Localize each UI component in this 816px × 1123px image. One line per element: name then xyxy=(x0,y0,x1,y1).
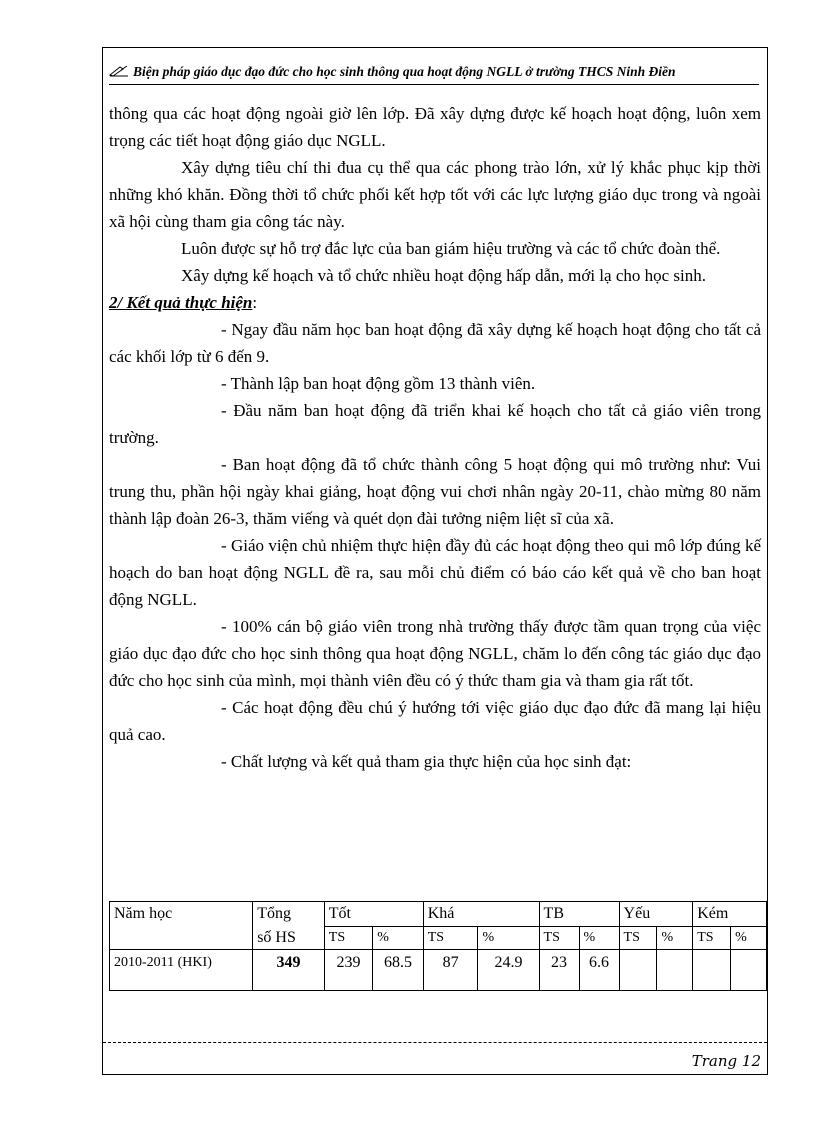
cell-kem-pct xyxy=(731,950,767,991)
section-heading-text: 2/ Kết quả thực hiện xyxy=(109,293,253,312)
cell-year: 2010-2011 (HKI) xyxy=(110,950,253,991)
sub-pct: % xyxy=(731,927,767,950)
bullet-7: - Các hoạt động đều chú ý hướng tới việc giáo dục đạo đức đã mang lại hiệu quả cao. xyxy=(109,698,761,744)
header-year: Năm học xyxy=(110,902,253,950)
footer-divider xyxy=(103,1042,767,1043)
cell-kem-ts xyxy=(693,950,731,991)
section-heading xyxy=(109,289,761,316)
header-total-line2: số HS xyxy=(253,927,325,950)
bullet-2: - Thành lập ban hoạt động gồm 13 thành viên. xyxy=(221,374,536,393)
cell-total: 349 xyxy=(253,950,325,991)
cell-kha-pct: 24.9 xyxy=(478,950,539,991)
bullet-8: - Chất lượng và kết quả tham gia thực hiện của học sinh đạt: xyxy=(221,752,632,771)
sub-ts: TS xyxy=(539,927,579,950)
results-table xyxy=(109,901,767,991)
paragraph-1: thông qua các hoạt động ngoài giờ lên lớp. Đã xây dựng được kế hoạch hoạt động, luôn xem trọng các tiết hoạt động giáo dục NGLL. xyxy=(109,104,761,150)
header-tb: TB xyxy=(539,902,619,927)
document-body xyxy=(109,100,761,775)
paragraph-3: Luôn được sự hỗ trợ đắc lực của ban giám hiệu trường và các tổ chức đoàn thể. xyxy=(181,239,721,258)
header-yeu: Yếu xyxy=(619,902,693,927)
bullet-3: - Đầu năm ban hoạt động đã triển khai kế hoạch cho tất cả giáo viên trong trường. xyxy=(109,401,761,447)
page-number: Trang 12 xyxy=(691,1052,761,1070)
page-frame xyxy=(102,47,768,1075)
sub-pct: % xyxy=(579,927,619,950)
sub-pct: % xyxy=(373,927,424,950)
header-title: Biện pháp giáo dục đạo đức cho học sinh thông qua hoạt động NGLL ở trường THCS Ninh Điền xyxy=(133,64,676,79)
cell-tb-ts: 23 xyxy=(539,950,579,991)
sub-pct: % xyxy=(478,927,539,950)
cell-tot-ts: 239 xyxy=(324,950,372,991)
bullet-1: - Ngay đầu năm học ban hoạt động đã xây dựng kế hoạch hoạt động cho tất cả các khối lớp từ 6 đến 9. xyxy=(109,320,761,366)
header-kem: Kém xyxy=(693,902,767,927)
header-kha: Khá xyxy=(423,902,539,927)
cell-tb-pct: 6.6 xyxy=(579,950,619,991)
section-heading-colon: : xyxy=(252,293,258,312)
pen-icon xyxy=(109,65,129,77)
table-row xyxy=(110,950,767,991)
sub-pct: % xyxy=(657,927,693,950)
sub-ts: TS xyxy=(324,927,372,950)
header-tot: Tốt xyxy=(324,902,423,927)
paragraph-2: Xây dựng tiêu chí thi đua cụ thể qua các phong trào lớn, xử lý khắc phục kịp thời những khó khăn. Đồng thời tổ chức phối kết hợp tốt với các lực lượng giáo dục trong và ngoài xã hội cùng tham gia công tác này. xyxy=(109,158,761,231)
cell-yeu-ts xyxy=(619,950,657,991)
sub-ts: TS xyxy=(423,927,478,950)
bullet-6: - 100% cán bộ giáo viên trong nhà trường thấy được tầm quan trọng của việc giáo dục đạo đức cho học sinh thông qua hoạt động NGLL, chăm lo đến công tác giáo dục đạo đức cho học sinh của mình, mọi thành viên đều có ý thức tham gia và tham gia rất tốt. xyxy=(109,617,761,690)
header-total-line1: Tổng xyxy=(253,902,325,927)
bullet-5: - Giáo viện chủ nhiệm thực hiện đầy đủ các hoạt động theo qui mô lớp đúng kế hoạch do ban hoạt động NGLL đề ra, sau mỗi chủ điểm có báo cáo kết quả về cho ban hoạt động NGLL. xyxy=(109,536,761,609)
page-header xyxy=(109,62,759,85)
cell-kha-ts: 87 xyxy=(423,950,478,991)
cell-yeu-pct xyxy=(657,950,693,991)
sub-ts: TS xyxy=(693,927,731,950)
bullet-4: - Ban hoạt động đã tổ chức thành công 5 hoạt động qui mô trường như: Vui trung thu, phần hội ngày khai giảng, hoạt động vui chơi nhân ngày 20-11, chào mừng 80 năm thành lập đoàn 26-3, thăm viếng và quét dọn đài tưởng niệm liệt sĩ của xã. xyxy=(109,455,761,528)
sub-ts: TS xyxy=(619,927,657,950)
table-header-row xyxy=(110,902,767,927)
paragraph-4: Xây dựng kế hoạch và tổ chức nhiều hoạt động hấp dẫn, mới lạ cho học sinh. xyxy=(181,266,707,285)
cell-tot-pct: 68.5 xyxy=(373,950,424,991)
